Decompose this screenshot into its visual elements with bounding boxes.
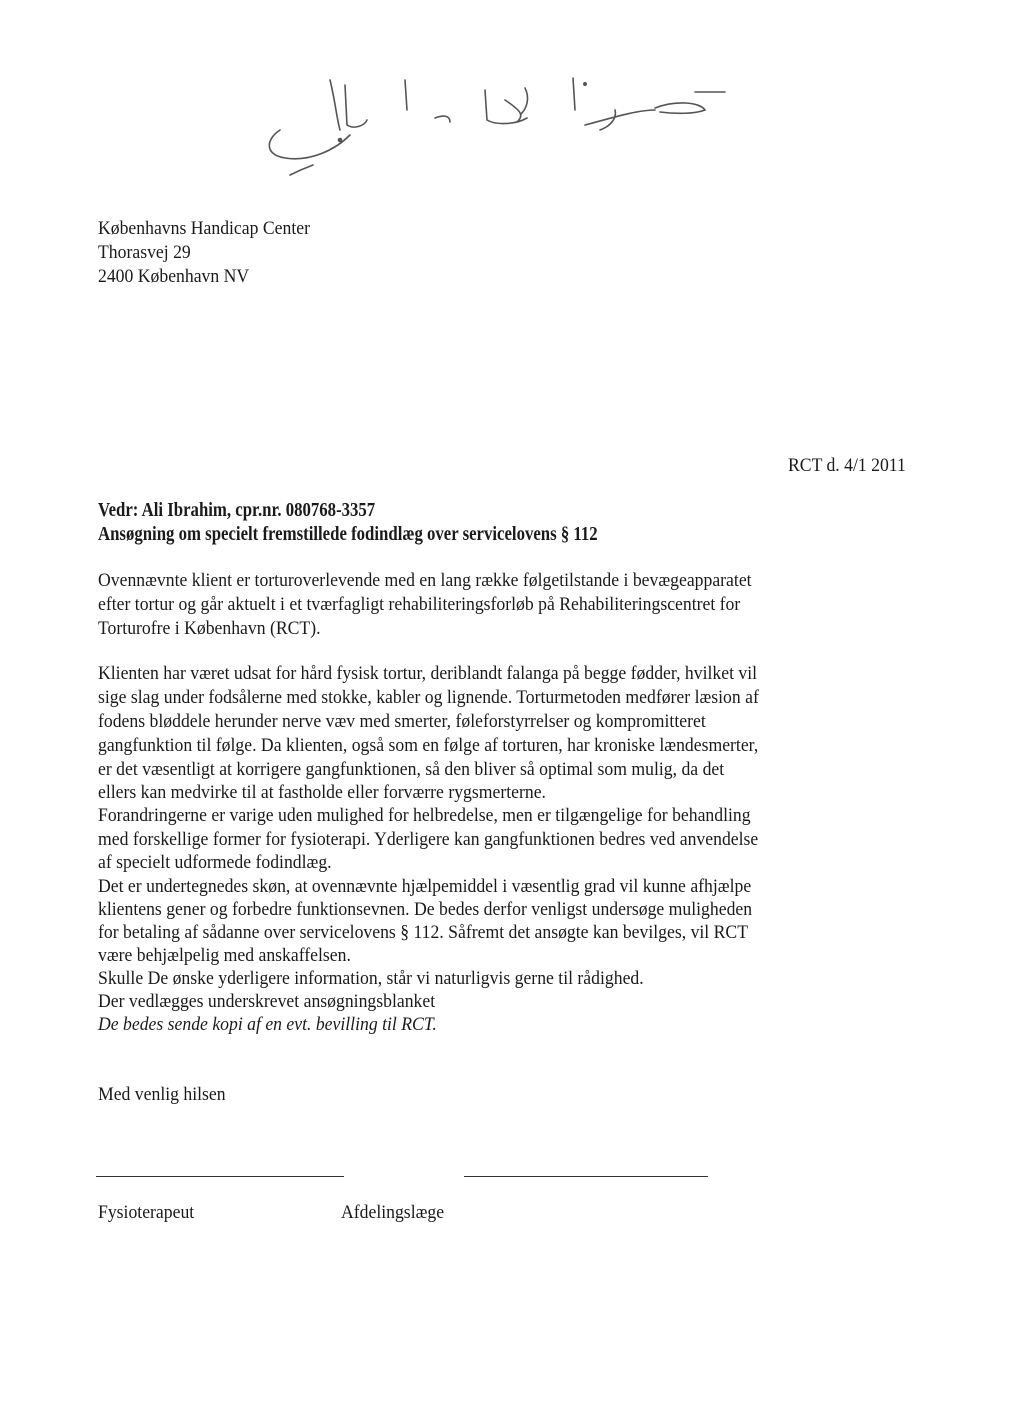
handwriting-stroke — [345, 85, 367, 127]
handwriting-stroke — [655, 103, 705, 113]
handwriting-stroke — [435, 116, 450, 122]
subject-line-2: Ansøgning om specielt fremstillede fodindlæg over servicelovens § 112 — [98, 524, 598, 545]
body-line: for betaling af sådanne over servicelovens § 112. Såfremt det ansøgte kan bevilges, vil RCT — [98, 922, 749, 943]
signature-title-left: Fysioterapeut — [98, 1202, 195, 1223]
signature-line-left — [96, 1176, 344, 1177]
body-line: Torturofre i København (RCT). — [98, 618, 321, 639]
body-line: Forandringerne er varige uden mulighed for helbredelse, men er tilgængelige for behandling — [98, 805, 751, 826]
body-line: være behjælpelig med anskaffelsen. — [98, 945, 351, 966]
recipient-city: 2400 København NV — [98, 266, 250, 287]
handwriting-stroke — [330, 80, 340, 130]
handwriting-stroke — [269, 130, 350, 159]
handwriting-stroke — [505, 100, 521, 122]
handwriting-stroke — [405, 80, 407, 110]
body-line: klientens gener og forbedre funktionsevnen. De bedes derfor venligst undersøge muligheden — [98, 899, 753, 920]
recipient-name: Københavns Handicap Center — [98, 218, 310, 239]
handwriting-stroke — [290, 165, 313, 175]
body-line: fodens bløddele herunder nerve væv med smerter, føleforstyrrelser og kompromitteret — [98, 711, 706, 732]
handwriting-stroke — [521, 88, 528, 114]
body-line: Det er undertegnedes skøn, at ovennævnte hjælpemiddel i væsentlig grad vil kunne afhjælpe — [98, 876, 752, 897]
closing-greeting: Med venlig hilsen — [98, 1084, 226, 1105]
italic-note: De bedes sende kopi af en evt. bevilling til RCT. — [98, 1014, 437, 1035]
body-line: er det væsentligt at korrigere gangfunktionen, så den bliver så optimal som mulig, da det — [98, 759, 725, 780]
signature-title-right: Afdelingslæge — [341, 1202, 445, 1223]
body-line: Klienten har været udsat for hård fysisk tortur, deriblandt falanga på begge fødder, hvilket vil — [98, 663, 758, 684]
body-line: Skulle De ønske yderligere information, står vi naturligvis gerne til rådighed. — [98, 968, 644, 989]
body-line: Der vedlægges underskrevet ansøgningsblanket — [98, 991, 436, 1012]
subject-line-1: Vedr: Ali Ibrahim, cpr.nr. 080768-3357 — [98, 500, 376, 521]
handwritten-arabic-note — [255, 70, 755, 180]
body-line: Ovennævnte klient er torturoverlevende med en lang række følgetilstande i bevægeapparatet — [98, 570, 752, 591]
date-line: RCT d. 4/1 2011 — [788, 455, 906, 476]
body-line: af specielt udformede fodindlæg. — [98, 852, 332, 873]
handwriting-stroke — [585, 110, 655, 125]
recipient-street: Thorasvej 29 — [98, 242, 191, 263]
body-line: efter tortur og går aktuelt i et tværfagligt rehabiliteringsforløb på Rehabiliteringscentret for — [98, 594, 741, 615]
signature-line-right — [464, 1176, 708, 1177]
handwriting-stroke — [573, 78, 575, 110]
body-line: ellers kan medvirke til at fastholde eller forværre rygsmerterne. — [98, 782, 546, 803]
body-line: gangfunktion til følge. Da klienten, også som en følge af torturen, har kroniske lændesmerter, — [98, 735, 759, 756]
body-line: med forskellige former for fysioterapi. Yderligere kan gangfunktionen bedres ved anvendelse — [98, 829, 759, 850]
body-line: sige slag under fodsålerne med stokke, kabler og lignende. Torturmetoden medfører læsion af — [98, 687, 759, 708]
